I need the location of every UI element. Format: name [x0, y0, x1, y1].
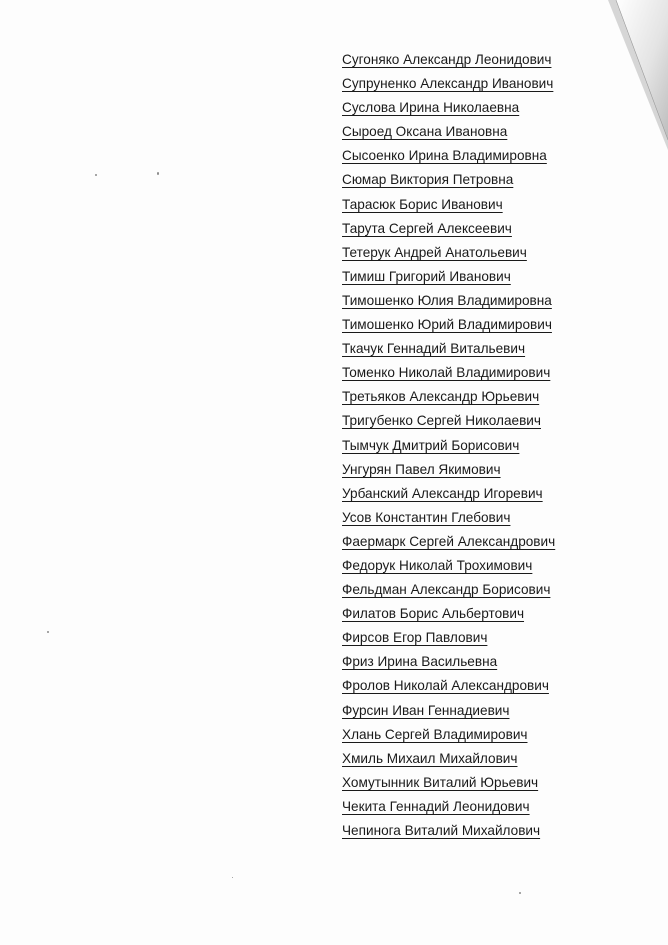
person-name: Тарасюк Борис Иванович — [342, 196, 503, 212]
list-item — [342, 771, 555, 795]
scan-speck — [95, 174, 97, 176]
list-item — [342, 530, 555, 554]
list-item — [342, 409, 555, 433]
person-name: Урбанский Александр Игоревич — [342, 485, 543, 501]
list-item — [342, 795, 555, 819]
person-name: Фельдман Александр Борисович — [342, 582, 551, 598]
person-name: Тымчук Дмитрий Борисович — [342, 437, 520, 453]
person-name: Сыроед Оксана Ивановна — [342, 124, 508, 140]
list-item — [342, 434, 555, 458]
list-item — [342, 699, 555, 723]
list-item — [342, 602, 555, 626]
person-name: Тарута Сергей Алексеевич — [342, 220, 512, 236]
person-name: Федорук Николай Трохимович — [342, 557, 533, 573]
list-item — [342, 168, 555, 192]
scan-speck — [519, 892, 521, 894]
list-item — [342, 313, 555, 337]
person-name: Супруненко Александр Иванович — [342, 76, 554, 92]
list-item — [342, 193, 555, 217]
list-item — [342, 650, 555, 674]
person-name: Чекита Геннадий Леонидович — [342, 798, 530, 814]
list-item — [342, 241, 555, 265]
list-item — [342, 482, 555, 506]
scan-speck — [232, 877, 233, 878]
list-item — [342, 361, 555, 385]
person-name: Суслова Ирина Николаевна — [342, 100, 520, 116]
person-name: Филатов Борис Альбертович — [342, 606, 525, 622]
scan-speck — [157, 172, 159, 175]
person-name: Хмиль Михаил Михайлович — [342, 750, 518, 766]
person-name: Фурсин Иван Геннадиевич — [342, 702, 510, 718]
person-name: Фролов Николай Александрович — [342, 678, 549, 694]
list-item — [342, 337, 555, 361]
person-name: Хлань Сергей Владимирович — [342, 726, 528, 742]
list-item — [342, 819, 555, 843]
person-name: Ткачук Геннадий Витальевич — [342, 341, 526, 357]
list-item — [342, 723, 555, 747]
person-name: Томенко Николай Владимирович — [342, 365, 551, 381]
list-item — [342, 72, 555, 96]
list-item — [342, 554, 555, 578]
list-item — [342, 458, 555, 482]
person-name: Сюмар Виктория Петровна — [342, 172, 514, 188]
person-name: Фриз Ирина Васильевна — [342, 654, 498, 670]
person-name: Унгурян Павел Якимович — [342, 461, 501, 477]
list-item — [342, 578, 555, 602]
list-item — [342, 144, 555, 168]
person-name: Тетерук Андрей Анатольевич — [342, 244, 527, 260]
person-name: Сугоняко Александр Леонидович — [342, 52, 552, 67]
person-name: Хомутынник Виталий Юрьевич — [342, 774, 539, 790]
person-name: Тригубенко Сергей Николаевич — [342, 413, 541, 429]
list-item — [342, 385, 555, 409]
page-corner-fold — [558, 0, 668, 150]
person-name: Фирсов Егор Павлович — [342, 630, 488, 646]
names-list — [342, 48, 555, 843]
list-item — [342, 48, 555, 72]
list-item — [342, 120, 555, 144]
list-item — [342, 217, 555, 241]
list-item — [342, 674, 555, 698]
person-name: Усов Константин Глебович — [342, 509, 511, 525]
person-name: Третьяков Александр Юрьевич — [342, 389, 540, 405]
person-name: Тимошенко Юлия Владимировна — [342, 292, 552, 308]
person-name: Тимиш Григорий Иванович — [342, 268, 511, 284]
person-name: Сысоенко Ирина Владимировна — [342, 148, 547, 164]
person-name: Тимошенко Юрий Владимирович — [342, 317, 552, 333]
list-item — [342, 265, 555, 289]
list-item — [342, 289, 555, 313]
person-name: Фаермарк Сергей Александрович — [342, 533, 556, 549]
list-item — [342, 96, 555, 120]
person-name: Чепинога Виталий Михайлович — [342, 823, 541, 838]
list-item — [342, 747, 555, 771]
list-item — [342, 506, 555, 530]
scan-speck — [47, 631, 49, 633]
list-item — [342, 626, 555, 650]
